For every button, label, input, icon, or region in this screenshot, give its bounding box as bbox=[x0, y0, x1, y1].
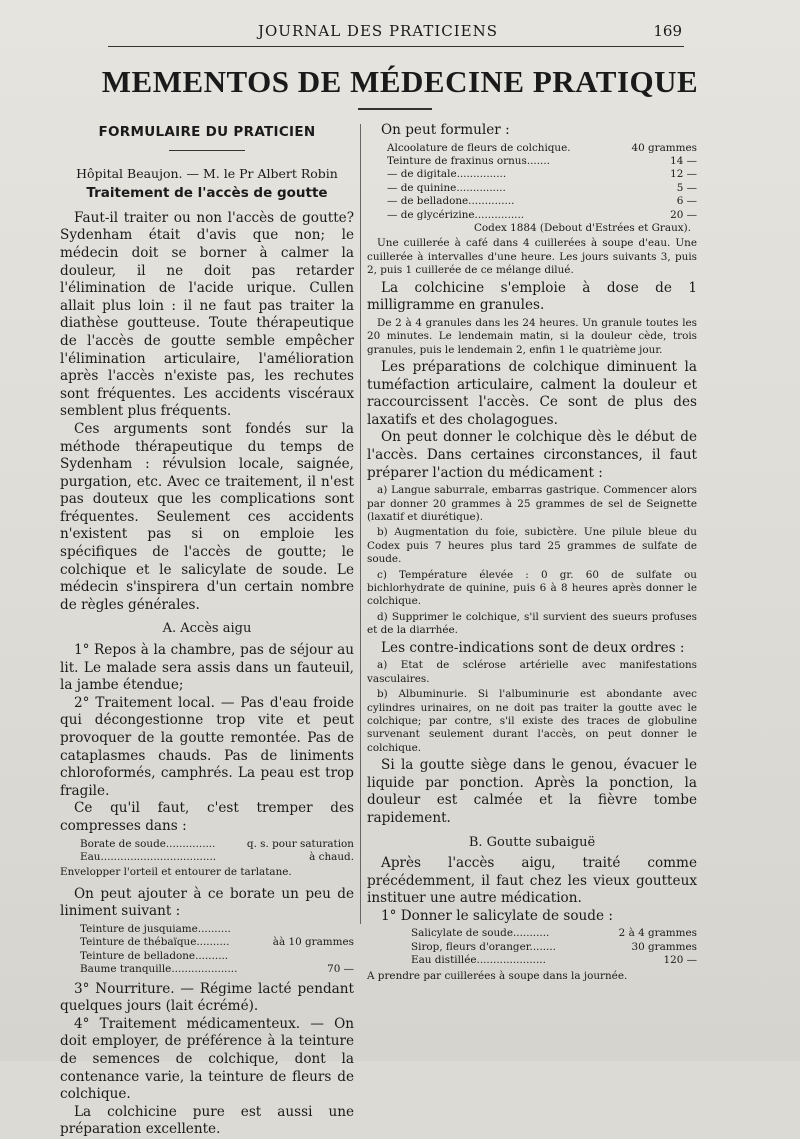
formula-row: Teinture de belladone.......... bbox=[80, 949, 229, 962]
paragraph: 2° Traitement local. — Pas d'eau froide qui décongestionne trop vite et peut provoquer de la goutte remontée. Pas de cataplasmes chauds. Pas de liniments chloroformés, camphrés. La peau est trop fragile. bbox=[60, 694, 354, 799]
formula-row: Eau distillée..................... 120 — bbox=[411, 954, 697, 967]
formula-note: A prendre par cuillerées à soupe dans la journée. bbox=[367, 969, 628, 982]
column-divider bbox=[360, 124, 361, 924]
formula-row: Teinture de fraxinus ornus....... 14 — bbox=[387, 155, 697, 167]
paragraph: Ce qu'il faut, c'est tremper des compresses dans : bbox=[60, 800, 354, 834]
formula-row: Sirop, fleurs d'oranger........ 30 grammes bbox=[411, 940, 697, 953]
formula-row: — de belladone.............. 6 — bbox=[387, 195, 697, 208]
section-rule bbox=[169, 150, 245, 151]
formula-row: — de glycérizine............... 20 — bbox=[387, 208, 697, 221]
running-header bbox=[0, 22, 800, 46]
paragraph: La colchicine pure est aussi une préparation excellente. bbox=[60, 1103, 354, 1138]
formula-row: Teinture de jusquiame.......... bbox=[80, 922, 231, 935]
title-rule bbox=[358, 108, 432, 110]
paragraph: Les préparations de colchique diminuent la tuméfaction articulaire, calment la douleur et raccourcissent l'accès. Ce sont de plus des laxatifs et des cholagogues. bbox=[367, 359, 697, 428]
formula-salicylate bbox=[411, 927, 697, 967]
formula-liniment bbox=[80, 923, 354, 977]
formula-colchique bbox=[387, 142, 697, 236]
paragraph: 1° Repos à la chambre, pas de séjour au lit. Le malade sera assis dans un fauteuil, la jambe étendue; bbox=[60, 642, 354, 694]
hospital-line: Hôpital Beaujon. — M. le Pr Albert Robin bbox=[76, 165, 338, 181]
formula-source: Codex 1884 (Debout d'Estrées et Graux). bbox=[473, 222, 691, 235]
paragraph: 4° Traitement médicamenteux. — On doit employer, de préférence à la teinture de semences de colchique, dont la contenance varie, la teinture de fleurs de colchique. bbox=[60, 1015, 354, 1103]
section-heading: FORMULAIRE DU PRATICIEN bbox=[98, 124, 316, 140]
small-paragraph: Une cuillerée à café dans 4 cuillerées à soupe d'eau. Une cuillerée à intervalles d'une heure. Les jours suivants 3, puis 2, puis 1 cuillerée de ce mélange dilué. bbox=[367, 237, 697, 277]
paragraph: On peut ajouter à ce borate un peu de liniment suivant : bbox=[60, 885, 354, 920]
formula-row: — de quinine............... 5 — bbox=[387, 181, 697, 194]
formula-note: Envelopper l'orteil et entourer de tarlatane. bbox=[60, 866, 292, 879]
formula-borate bbox=[80, 838, 354, 865]
paragraph: Les contre-indications sont de deux ordres : bbox=[381, 639, 685, 656]
paragraph: Après l'accès aigu, traité comme précédemment, il faut chez les vieux goutteux instituer une autre médication. bbox=[367, 855, 697, 907]
formula-row: Eau................................... à chaud. bbox=[80, 850, 354, 863]
formula-row: Borate de soude............... q. s. pour saturation bbox=[80, 837, 354, 850]
small-paragraph: b) Augmentation du foie, subictère. Une pilule bleue du Codex puis 7 heures plus tard 25 grammes de sulfate de soude. bbox=[367, 526, 697, 566]
subsection-heading: B. Goutte subaiguë bbox=[468, 834, 596, 850]
formula-row: Alcoolature de fleurs de colchique. 40 grammes bbox=[387, 141, 697, 154]
left-column bbox=[60, 122, 354, 1139]
header-rule bbox=[108, 46, 684, 47]
small-paragraph: a) Langue saburrale, embarras gastrique. Commencer alors par donner 20 grammes à 25 grammes de sel de Seignette (laxatif et diurétique). bbox=[367, 484, 697, 524]
paragraph: 3° Nourriture. — Régime lacté pendant quelques jours (lait écrémé). bbox=[60, 980, 354, 1015]
page-title: MEMENTOS DE MÉDECINE PRATIQUE bbox=[101, 64, 699, 99]
page-number: 169 bbox=[653, 22, 682, 40]
formula-row: — de digitale............... 12 — bbox=[387, 168, 697, 181]
paragraph: On peut formuler : bbox=[381, 122, 510, 138]
small-paragraph: De 2 à 4 granules dans les 24 heures. Un granule toutes les 20 minutes. Le lendemain matin, si la douleur cède, trois granules, puis le lendemain 2, enfin 1 le quatrième jour. bbox=[367, 316, 697, 356]
formula-row: Baume tranquille.................... 70 — bbox=[80, 963, 354, 976]
journal-title: JOURNAL DES PRATICIENS bbox=[258, 22, 499, 40]
paragraph: Ces arguments sont fondés sur la méthode thérapeutique du temps de Sydenham : révulsion locale, saignée, purgation, etc. Avec ce traitement, il n'est pas douteux que les complications sont fréquentes. Seulement ces accidents n'existent pas si on emploie les spécifiques de l'accès de goutte; le colchique et le salicylate de soude. Le médecin s'inspirera d'un certain nombre de règles générales. bbox=[60, 420, 354, 613]
right-column bbox=[367, 122, 697, 983]
article-subtitle: Traitement de l'accès de goutte bbox=[86, 185, 328, 202]
small-paragraph: c) Température élevée : 0 gr. 60 de sulfate ou bichlorhydrate de quinine, puis 6 à 8 heures après donner le colchique. bbox=[367, 568, 697, 608]
paragraph: Si la goutte siège dans le genou, évacuer le liquide par ponction. Après la ponction, la douleur est calmée et la fièvre tombe rapidement. bbox=[367, 757, 697, 826]
subsection-heading: A. Accès aigu bbox=[162, 621, 252, 637]
small-paragraph: d) Supprimer le colchique, s'il survient des sueurs profuses et de la diarrhée. bbox=[367, 610, 697, 637]
paragraph: 1° Donner le salicylate de soude : bbox=[381, 907, 613, 924]
formula-row: Salicylate de soude........... 2 à 4 grammes bbox=[411, 927, 697, 940]
paragraph: Faut-il traiter ou non l'accès de goutte? Sydenham était d'avis que non; le médecin doit se borner à calmer la douleur, il ne doit pas retarder l'élimination de l'acide urique. Cullen allait plus loin : il ne faut pas traiter la diathèse goutteuse. Toute thérapeutique de l'accès de goutte semble empêcher l'élimination articulaire, l'amélioration après l'accès n'existe pas, les rechutes sont fréquentes. Les accidents viscéraux semblent plus fréquents. bbox=[60, 209, 354, 420]
small-paragraph: b) Albuminurie. Si l'albuminurie est abondante avec cylindres urinaires, on ne doit pas traiter la goutte avec le colchique; par contre, s'il existe des traces de globuline survenant seulement durant l'accès, on peut donner le colchique. bbox=[367, 688, 697, 754]
formula-row: Teinture de thébaïque.......... àà 10 grammes bbox=[80, 936, 354, 949]
paragraph: La colchicine s'emploie à dose de 1 milligramme en granules. bbox=[367, 279, 697, 314]
paragraph: On peut donner le colchique dès le début de l'accès. Dans certaines circonstances, il faut préparer l'action du médicament : bbox=[367, 429, 697, 481]
small-paragraph: a) Etat de sclérose artérielle avec manifestations vasculaires. bbox=[367, 659, 697, 685]
